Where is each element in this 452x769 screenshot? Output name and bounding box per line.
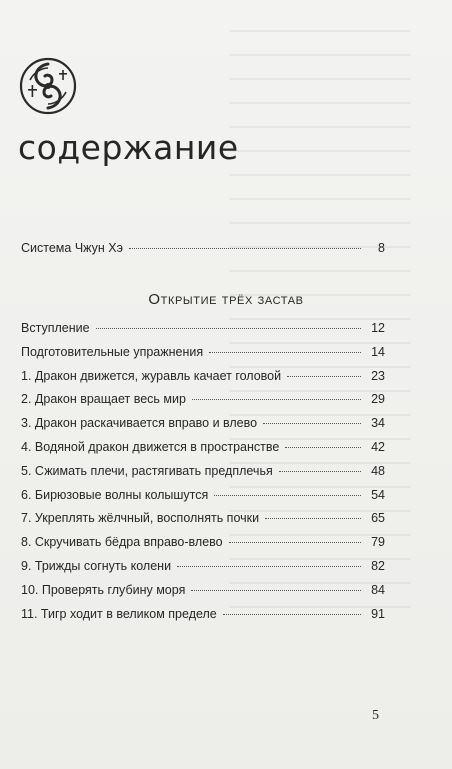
toc-entry-page: 23 — [371, 368, 385, 383]
toc-entry-page: 8 — [378, 241, 385, 255]
dot-leader — [191, 590, 361, 591]
toc-entry[interactable] — [21, 582, 385, 598]
toc-entry[interactable] — [21, 344, 385, 360]
dot-leader — [229, 542, 361, 543]
toc-entry[interactable] — [21, 415, 385, 431]
toc-entry-page: 14 — [371, 344, 385, 359]
toc-entry[interactable] — [21, 558, 385, 574]
toc-entry-page: 48 — [371, 463, 385, 478]
toc-entry[interactable] — [21, 439, 385, 455]
toc-entry-label: Система Чжун Хэ — [21, 241, 123, 255]
dot-leader — [285, 447, 361, 448]
dot-leader — [265, 518, 361, 519]
toc-entry[interactable] — [21, 320, 385, 336]
bleed-through-texture — [230, 30, 410, 650]
toc-entry-label: 9. Трижды согнуть колени — [21, 559, 172, 573]
toc-entry-label: 10. Проверять глубину моря — [21, 582, 186, 597]
toc-entry-page: 82 — [371, 559, 385, 573]
toc-entry[interactable] — [21, 606, 385, 622]
toc-entry-label: Подготовительные упражнения — [21, 344, 204, 359]
dot-leader — [263, 423, 361, 424]
toc-entry-page: 54 — [371, 487, 385, 502]
toc-entry[interactable] — [21, 534, 385, 550]
toc-entry[interactable] — [21, 487, 385, 503]
toc-entry-page: 29 — [371, 392, 385, 407]
toc-entry[interactable] — [21, 391, 385, 407]
toc-entry-label: 1. Дракон движется, журавль качает головой — [21, 368, 282, 383]
page-number: 5 — [372, 708, 379, 723]
toc-entry[interactable] — [21, 463, 385, 479]
dot-leader — [129, 248, 361, 249]
dot-leader — [279, 471, 361, 472]
toc-entry-label: 8. Скручивать бёдра вправо-влево — [21, 535, 223, 550]
toc-entry[interactable] — [21, 368, 385, 384]
section-heading: Открытие трёх застав — [148, 291, 304, 308]
toc-entry-page: 84 — [371, 582, 385, 597]
toc-entry-label: 6. Бирюзовые волны колышутся — [21, 487, 209, 502]
toc-entry-label: 2. Дракон вращает весь мир — [21, 392, 186, 407]
toc-entry-label: 4. Водяной дракон движется в пространстве — [21, 440, 280, 454]
dot-leader — [214, 495, 361, 496]
toc-entry-label: 7. Укреплять жёлчный, восполнять почки — [21, 511, 260, 526]
page-title: содержание — [18, 128, 239, 167]
dot-leader — [209, 352, 361, 353]
toc-entry-page: 34 — [371, 416, 385, 431]
toc-entry-page: 79 — [371, 535, 385, 550]
zhong-he-logo-icon — [18, 56, 78, 116]
toc-entry[interactable] — [21, 510, 385, 526]
toc-entry-label: 11. Тигр ходит в великом пределе — [21, 606, 217, 621]
dot-leader — [96, 328, 361, 329]
toc-entry-page: 12 — [371, 321, 385, 335]
toc-entry-label: 3. Дракон раскачивается вправо и влево — [21, 416, 258, 431]
dot-leader — [192, 399, 361, 400]
toc-entry-intro[interactable] — [21, 240, 385, 256]
toc-entry-page: 42 — [371, 440, 385, 454]
dot-leader — [287, 376, 361, 377]
dot-leader — [177, 566, 361, 567]
toc-entry-page: 91 — [371, 606, 385, 621]
toc-entry-page: 65 — [371, 511, 385, 526]
toc-entry-label: 5. Сжимать плечи, растягивать предплечья — [21, 463, 273, 478]
toc-entry-label: Вступление — [21, 321, 90, 335]
dot-leader — [223, 614, 361, 615]
